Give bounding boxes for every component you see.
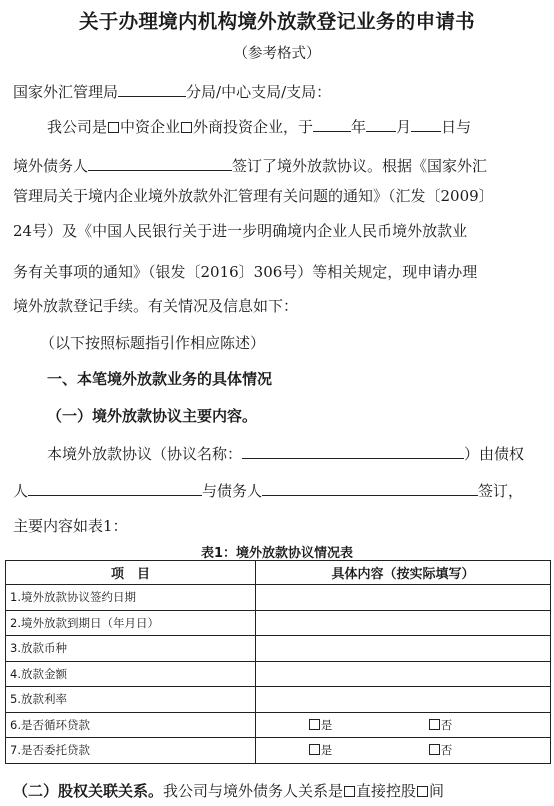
- year-blank[interactable]: [313, 116, 351, 132]
- no-label: 否: [440, 717, 453, 732]
- option-yes[interactable]: [260, 717, 380, 733]
- option-no[interactable]: [380, 717, 500, 733]
- section-1-2-line: （二）股权关联关系。我公司与境外债务人关系是 直接控股 间: [13, 782, 445, 800]
- creditor-blank[interactable]: [28, 480, 202, 496]
- option-no[interactable]: [380, 742, 500, 758]
- table-row: [6, 712, 551, 738]
- direct-holding-checkbox[interactable]: [344, 786, 355, 797]
- row-content-cell[interactable]: [256, 687, 551, 713]
- paragraph-1-line-3: 管理局关于境内企业境外放款外汇管理有关问题的通知》（汇发〔2009〕: [13, 187, 494, 205]
- table-header-row: [6, 561, 551, 585]
- loan-agreement-table: [5, 560, 551, 764]
- day-blank[interactable]: [411, 116, 441, 132]
- row-item-label: 1.境外放款协议签约日期: [6, 585, 256, 611]
- paragraph-2-line-1: 本境外放款协议（协议名称： ）由债权: [47, 445, 525, 463]
- instruction-note: （以下按照标题指引作相应陈述）: [40, 334, 266, 352]
- document-title: 关于办理境内机构境外放款登记业务的申请书: [78, 10, 475, 33]
- agreement-name-blank[interactable]: [242, 443, 464, 459]
- paragraph-1-line-4: 24号）及《中国人民银行关于进一步明确境内企业人民币境外放款业: [13, 222, 468, 240]
- row-content-cell[interactable]: [256, 636, 551, 662]
- salutation-branch-type: 分局/中心支局/支局：: [186, 83, 332, 101]
- row-item-label: 2.境外放款到期日（年月日）: [6, 610, 256, 636]
- paragraph-1-line-2: 境外债务人 签订了境外放款协议。根据《国家外汇: [13, 157, 488, 175]
- row-content-cell[interactable]: [256, 585, 551, 611]
- table-row: [6, 610, 551, 636]
- branch-name-blank[interactable]: [118, 81, 186, 97]
- option-yes[interactable]: [260, 742, 380, 758]
- row-content-cell[interactable]: [256, 712, 551, 738]
- header-content: 具体内容（按实际填写）: [256, 561, 551, 585]
- yes-label: 是: [320, 743, 333, 758]
- paragraph-1-line-1: 我公司是 中资企业 外商投资企业，于 年 月 日与: [47, 118, 472, 136]
- table-row: [6, 585, 551, 611]
- section-1-heading: 一、本笔境外放款业务的具体情况: [47, 370, 273, 388]
- row-item-label: 5.放款利率: [6, 687, 256, 713]
- month-blank[interactable]: [366, 116, 396, 132]
- row-content-cell[interactable]: [256, 738, 551, 764]
- yes-checkbox[interactable]: [309, 719, 320, 730]
- section-1-1-heading: （一）境外放款协议主要内容。: [47, 407, 258, 425]
- no-label: 否: [440, 743, 453, 758]
- table-row: [6, 661, 551, 687]
- salutation: [13, 81, 331, 102]
- document-subtitle: （参考格式）: [233, 46, 321, 62]
- row-content-cell[interactable]: [256, 610, 551, 636]
- indirect-holding-checkbox[interactable]: [417, 786, 428, 797]
- header-item: 项 目: [6, 561, 256, 585]
- row-item-label: 4.放款金额: [6, 661, 256, 687]
- no-checkbox[interactable]: [429, 744, 440, 755]
- debtor-blank[interactable]: [262, 480, 478, 496]
- paragraph-1-line-5: 务有关事项的通知》（银发〔2016〕306号）等相关规定，现申请办理: [13, 263, 478, 281]
- table-caption: 表1：境外放款协议情况表: [200, 546, 354, 561]
- foreign-invested-enterprise-checkbox[interactable]: [181, 122, 192, 133]
- yes-checkbox[interactable]: [309, 744, 320, 755]
- row-item-label: 6.是否循环贷款: [6, 712, 256, 738]
- salutation-authority: 国家外汇管理局: [13, 83, 119, 101]
- table-row: [6, 738, 551, 764]
- yes-label: 是: [320, 717, 333, 732]
- paragraph-2-line-2: 人 与债务人 签订，: [13, 482, 524, 500]
- chinese-enterprise-checkbox[interactable]: [108, 122, 119, 133]
- table-row: [6, 636, 551, 662]
- section-1-2-heading: （二）股权关联关系。: [13, 782, 164, 800]
- table-row: [6, 687, 551, 713]
- paragraph-1-line-6: 境外放款登记手续。有关情况及信息如下：: [13, 297, 299, 315]
- row-item-label: 3.放款币种: [6, 636, 256, 662]
- no-checkbox[interactable]: [429, 719, 440, 730]
- paragraph-2-line-3: 主要内容如表1：: [13, 517, 128, 535]
- row-item-label: 7.是否委托贷款: [6, 738, 256, 764]
- row-content-cell[interactable]: [256, 661, 551, 687]
- foreign-debtor-blank[interactable]: [88, 155, 232, 171]
